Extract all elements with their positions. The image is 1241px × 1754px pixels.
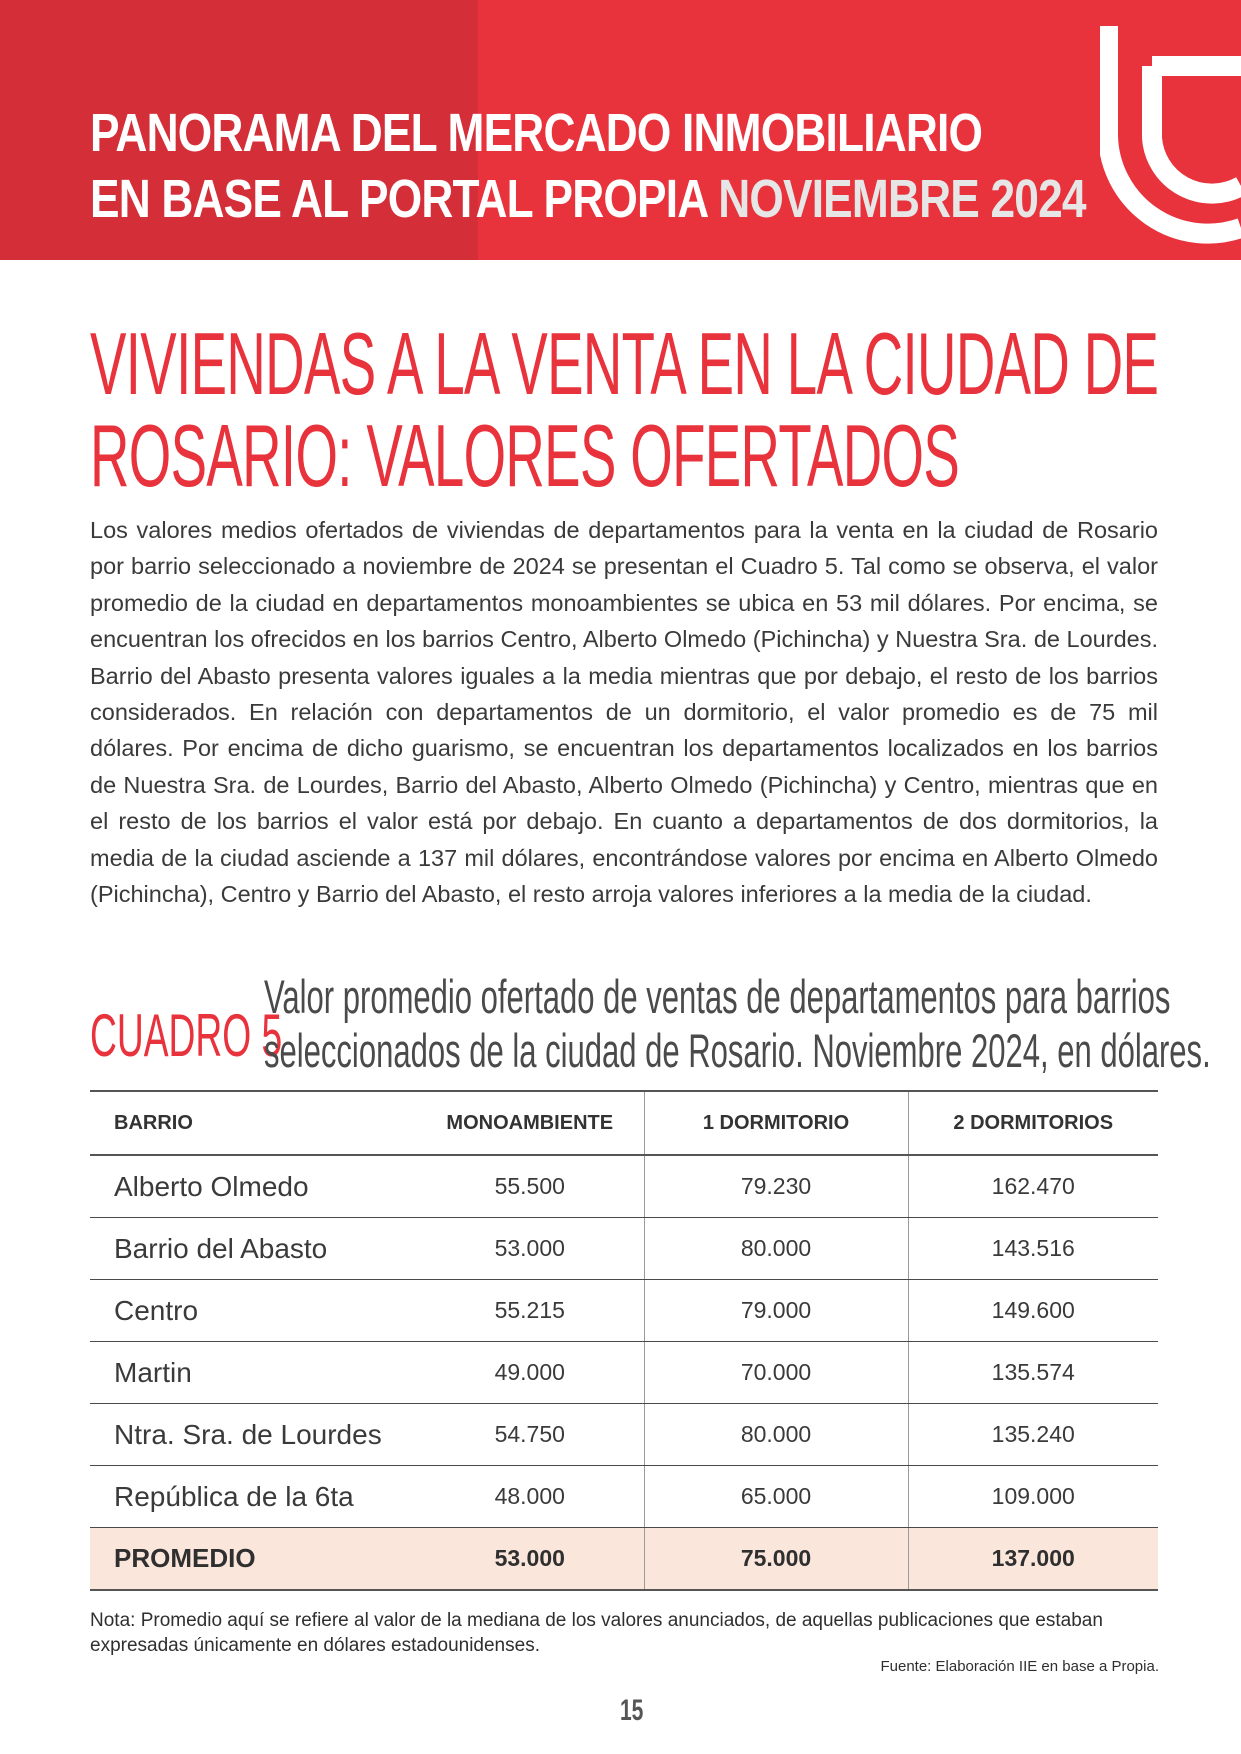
section-title-line2: ROSARIO: VALORES OFERTADOS bbox=[90, 406, 960, 505]
cell-1-dormitorio: 65.000 bbox=[644, 1466, 908, 1528]
table-row bbox=[90, 1404, 1158, 1466]
cell-monoambiente: 55.500 bbox=[416, 1155, 644, 1218]
cell-barrio: Ntra. Sra. de Lourdes bbox=[90, 1404, 416, 1466]
table-row bbox=[90, 1218, 1158, 1280]
section-title bbox=[90, 314, 1159, 505]
header-title-line1: PANORAMA DEL MERCADO INMOBILIARIO bbox=[90, 103, 983, 163]
table-note: Nota: Promedio aquí se refiere al valor de la mediana de los valores anunciados, de aquellas publicaciones que estaban expresadas únicamente en dólares estadounidenses. bbox=[90, 1610, 1103, 1656]
cell-promedio-2-dormitorios: 137.000 bbox=[908, 1528, 1158, 1591]
table-header-row bbox=[90, 1091, 1158, 1155]
cell-barrio: Barrio del Abasto bbox=[90, 1218, 416, 1280]
cell-monoambiente: 54.750 bbox=[416, 1404, 644, 1466]
cell-promedio-1-dormitorio: 75.000 bbox=[644, 1528, 908, 1591]
table-row bbox=[90, 1466, 1158, 1528]
cell-2-dormitorios: 109.000 bbox=[908, 1466, 1158, 1528]
cell-2-dormitorios: 143.516 bbox=[908, 1218, 1158, 1280]
cell-monoambiente: 48.000 bbox=[416, 1466, 644, 1528]
page-number: 15 bbox=[620, 1694, 644, 1727]
table-row bbox=[90, 1342, 1158, 1404]
cell-monoambiente: 53.000 bbox=[416, 1218, 644, 1280]
header-1-dormitorio: 1 DORMITORIO bbox=[644, 1091, 908, 1155]
cell-monoambiente: 55.215 bbox=[416, 1280, 644, 1342]
cell-1-dormitorio: 80.000 bbox=[644, 1404, 908, 1466]
header-monoambiente: MONOAMBIENTE bbox=[416, 1091, 644, 1155]
cell-2-dormitorios: 162.470 bbox=[908, 1155, 1158, 1218]
table-row bbox=[90, 1280, 1158, 1342]
page-header bbox=[0, 0, 1241, 260]
cell-barrio: Martin bbox=[90, 1342, 416, 1404]
header-title-line2: EN BASE AL PORTAL PROPIA bbox=[90, 169, 707, 229]
body-paragraph: Los valores medios ofertados de viviendas de departamentos para la venta en la ciudad de Rosario por barrio seleccionado a noviembre de 2024 se presentan el Cuadro 5. Tal como se observa, el valor promedio de la ciudad en departamentos monoambientes se ubica en 53 mil dólares. Por encima, se encuentran los ofrecidos en los barrios Centro, Alberto Olmedo (Pichincha) y Nuestra Sra. de Lourdes. Barrio del Abasto presenta valores iguales a la media mientras que por debajo, el resto de los barrios considerados. En relación con departamentos de un dormitorio, el valor promedio es de 75 mil dólares. Por encima de dicho guarismo, se encuentran los departamentos localizados en los barrios de Nuestra Sra. de Lourdes, Barrio del Abasto, Alberto Olmedo (Pichincha) y Centro, mientras que en el resto de los barrios el valor está por debajo. En cuanto a departamentos de dos dormitorios, la media de la ciudad asciende a 137 mil dólares, encontrándose valores por encima en Alberto Olmedo (Pichincha), Centro y Barrio del Abasto, el resto arroja valores inferiores a la media de la ciudad. bbox=[90, 517, 1158, 908]
cell-barrio: Alberto Olmedo bbox=[90, 1155, 416, 1218]
logo-inner-arc bbox=[1152, 66, 1241, 194]
cell-monoambiente: 49.000 bbox=[416, 1342, 644, 1404]
cell-2-dormitorios: 149.600 bbox=[908, 1280, 1158, 1342]
header-title-accent: NOVIEMBRE 2024 bbox=[718, 169, 1086, 229]
cell-1-dormitorio: 70.000 bbox=[644, 1342, 908, 1404]
section-title-line1: VIVIENDAS A LA VENTA EN LA CIUDAD DE bbox=[90, 314, 1159, 413]
cell-promedio-label: PROMEDIO bbox=[90, 1528, 416, 1591]
header-barrio: BARRIO bbox=[90, 1091, 416, 1155]
summary-row-promedio bbox=[90, 1528, 1158, 1591]
table-row bbox=[90, 1155, 1158, 1218]
cell-barrio: República de la 6ta bbox=[90, 1466, 416, 1528]
cell-2-dormitorios: 135.574 bbox=[908, 1342, 1158, 1404]
cell-barrio: Centro bbox=[90, 1280, 416, 1342]
cuadro-caption-line1: Valor promedio ofertado de ventas de departamentos para barrios bbox=[264, 970, 1171, 1023]
brand-logo-icon bbox=[1100, 26, 1241, 246]
data-table bbox=[90, 1090, 1158, 1591]
cell-1-dormitorio: 79.000 bbox=[644, 1280, 908, 1342]
cuadro-label: CUADRO 5 bbox=[90, 1002, 283, 1069]
cell-promedio-monoambiente: 53.000 bbox=[416, 1528, 644, 1591]
cuadro-caption-line2: seleccionados de la ciudad de Rosario. Noviembre 2024, en dólares. bbox=[264, 1024, 1211, 1077]
cuadro-caption bbox=[264, 970, 1211, 1078]
header-2-dormitorios: 2 DORMITORIOS bbox=[908, 1091, 1158, 1155]
table-source: Fuente: Elaboración IIE en base a Propia. bbox=[880, 1658, 1159, 1675]
cell-1-dormitorio: 80.000 bbox=[644, 1218, 908, 1280]
cell-1-dormitorio: 79.230 bbox=[644, 1155, 908, 1218]
cell-2-dormitorios: 135.240 bbox=[908, 1404, 1158, 1466]
header-title bbox=[90, 100, 1086, 232]
